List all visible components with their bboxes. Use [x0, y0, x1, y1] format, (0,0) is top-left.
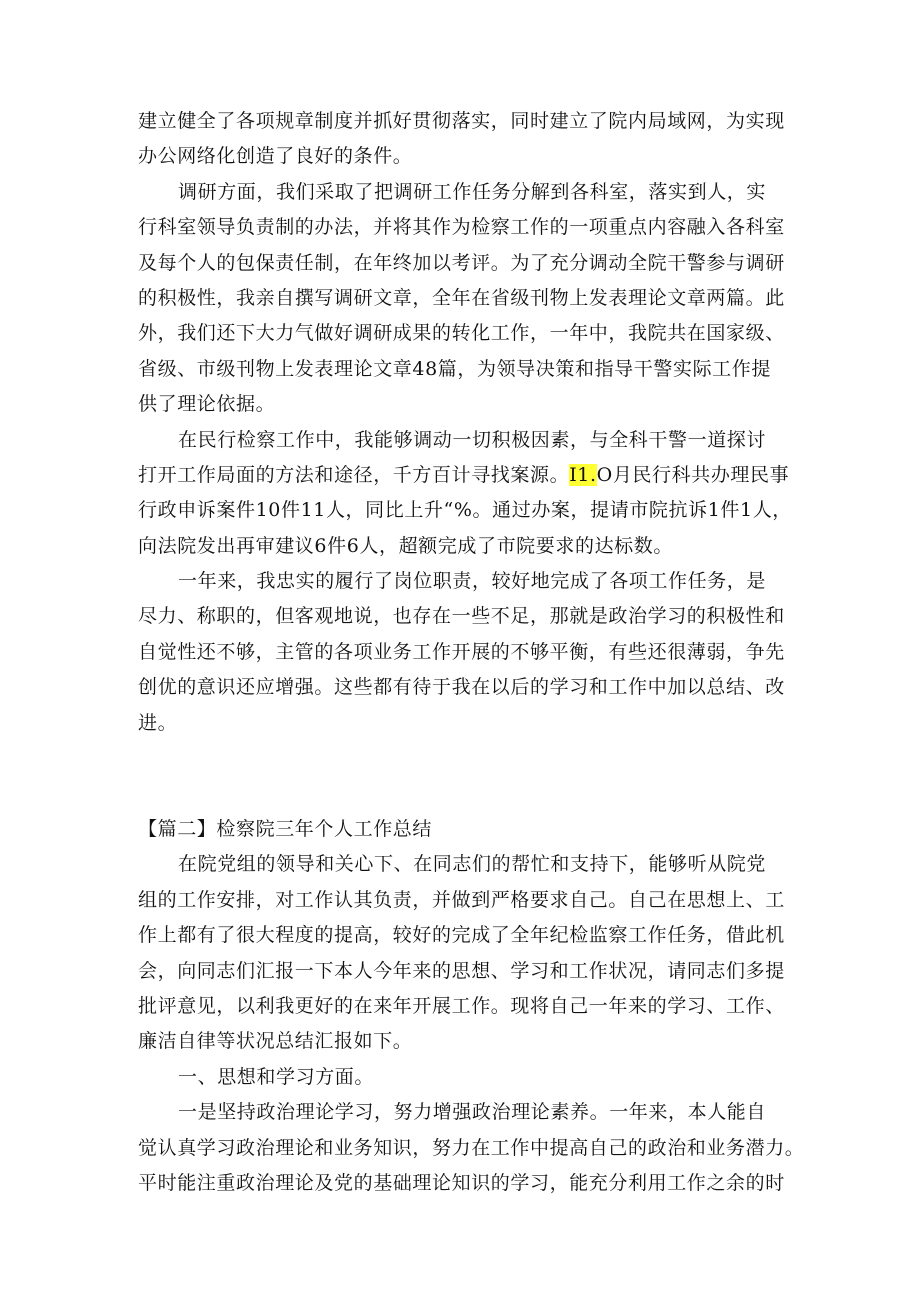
- text-line: 办公网络化创造了良好的条件。: [138, 145, 413, 168]
- paragraph-political-study: [138, 1095, 805, 1201]
- text-line: 自觉性还不够，主管的各项业务工作开展的不够平衡，有些还很薄弱，争先: [138, 640, 785, 663]
- paragraph-continuation: [138, 104, 798, 175]
- text-line: 向法院发出再审建议6件6人，超额完成了市院要求的达标数。: [138, 534, 673, 557]
- text-line-with-highlight: [138, 458, 798, 493]
- section-gap: [138, 741, 798, 812]
- text-line: 建立健全了各项规章制度并抓好贯彻落实，同时建立了院内局域网，为实现: [138, 110, 785, 132]
- text-line: 在民行检察工作中，我能够调动一切积极因素，与全科干警一道探讨: [178, 428, 767, 451]
- text-line: 调研方面，我们采取了把调研工作任务分解到各科室，落实到人，实: [178, 180, 767, 203]
- text-line: 创优的意识还应增强。这些都有待于我在以后的学习和工作中加以总结、改: [138, 676, 785, 699]
- text-segment: O月民行科共办理民事: [596, 463, 790, 486]
- text-line: 外，我们还下大力气做好调研成果的转化工作，一年中，我院共在国家级、: [138, 322, 785, 345]
- text-line: 一是坚持政治理论学习，努力增强政治理论素养。一年来，本人能自: [178, 1101, 767, 1124]
- highlighted-text: I1.: [569, 463, 597, 486]
- text-line: 在院党组的领导和关心下、在同志们的帮忙和支持下，能够听从院党: [178, 853, 767, 876]
- text-line: 觉认真学习政治理论和业务知识，努力在工作中提高自己的政治和业务潜力。: [138, 1136, 805, 1159]
- text-line: 组的工作安排，对工作认其负责，并做到严格要求自己。自己在思想上、工: [138, 888, 785, 911]
- text-segment: 打开工作局面的方法和途径，千方百计寻找案源。: [138, 463, 570, 486]
- text-line: 供了理论依据。: [138, 393, 276, 416]
- text-line: 会，向同志们汇报一下本人今年来的思想、学习和工作状况，请同志们多提: [138, 959, 785, 982]
- paragraph-summary: [138, 564, 798, 741]
- text-line: 省级、市级刊物上发表理论文章48篇，为领导决策和指导干警实际工作提: [138, 357, 771, 380]
- subsection-heading: 一、思想和学习方面。: [178, 1065, 375, 1088]
- text-line: 尽力、称职的，但客观地说，也存在一些不足，那就是政治学习的积极性和: [138, 605, 785, 628]
- paragraph-civil-procuratorial: [138, 423, 798, 565]
- document-page: [138, 104, 805, 1201]
- text-line: 批评意见，以利我更好的在来年开展工作。现将自己一年来的学习、工作、: [138, 994, 785, 1017]
- text-line: 一年来，我忠实的履行了岗位职责，较好地完成了各项工作任务，是: [178, 570, 767, 593]
- text-line: 廉洁自律等状况总结汇报如下。: [138, 1030, 413, 1053]
- text-line: 作上都有了很大程度的提高，较好的完成了全年纪检监察工作任务，借此机: [138, 924, 785, 947]
- text-line: 行科室领导负责制的办法，并将其作为检察工作的一项重点内容融入各科室: [138, 216, 785, 239]
- text-line: 行政申诉案件10件11人，同比上升“%。通过办案，提请市院抗诉1件1人，: [138, 499, 792, 522]
- paragraph-intro: [138, 847, 798, 1059]
- text-line: 的积极性，我亲自撰写调研文章，全年在省级刊物上发表理论文章两篇。此: [138, 286, 785, 309]
- text-line: 及每个人的包保责任制，在年终加以考评。为了充分调动全院干警参与调研: [138, 251, 785, 274]
- text-line: 平时能注重政治理论及党的基础理论知识的学习，能充分利用工作之余的时: [138, 1171, 785, 1194]
- section-heading: 【篇二】检察院三年个人工作总结: [138, 818, 433, 841]
- text-line: 进。: [138, 711, 178, 734]
- paragraph-research: [138, 175, 798, 423]
